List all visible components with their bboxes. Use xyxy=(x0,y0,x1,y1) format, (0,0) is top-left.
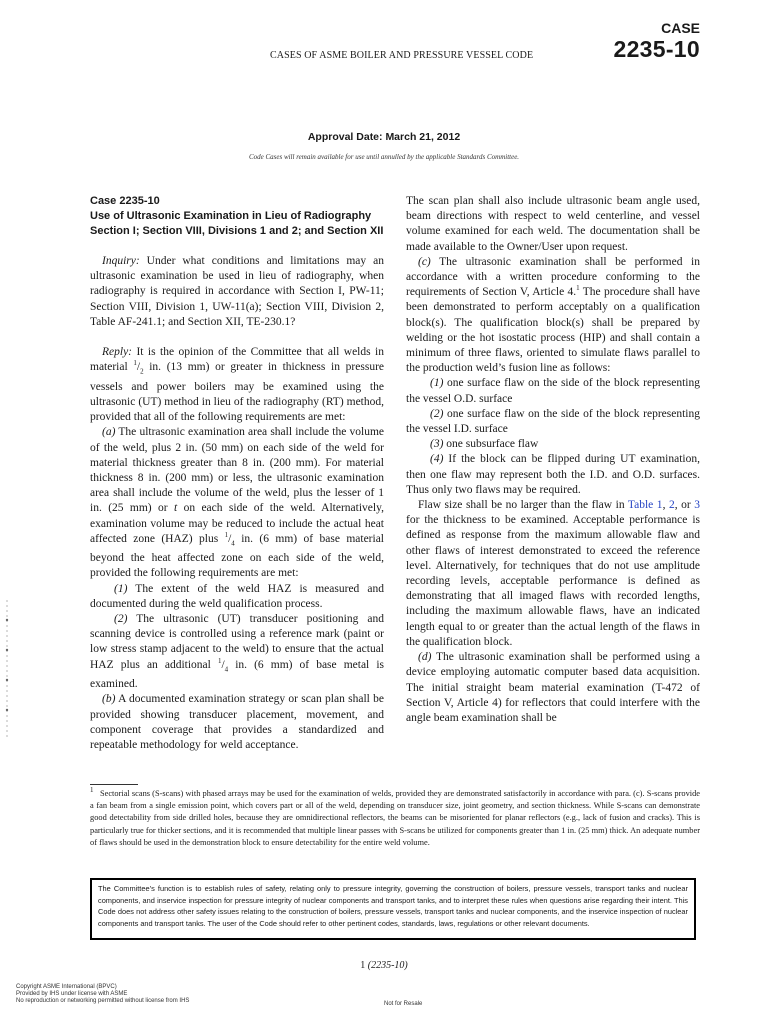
scan-plan-paragraph: The scan plan shall also include ultrasonic beam angle used, beam directions with respect to weld centerline, and vessel volume examined for each weld. The documentation shall be made available to the Owner/User upon request. xyxy=(406,195,700,253)
requirement-c2: (2) one surface flaw on the side of the block representing the vessel I.D. surface xyxy=(406,407,700,436)
flaw-size-paragraph: Flaw size shall be no larger than the flaw in Table 1, 2, or 3 for the thickness to be examined. Acceptable performance is defined as response from the maximum allowable flaw and other flaws of interest demonstrated to exceed the reference level. Alternatively, for techniques that do not use amplitude recording levels, acceptable performance is defined as demonstrating that all imaged flaws with recorded lengths, including the maximum allowable flaws, have an indicated length equal to or greater than the actual length of the flaws in the qualification block. xyxy=(406,499,700,648)
inquiry-paragraph: Inquiry: Under what conditions and limitations may an ultrasonic examination be used in lieu of radiography, when radiography is required in accordance with Section I, PW-11; Section VIII, Division 1, UW-11(a); Section VIII, Division 2, Table AF-241.1; and Section XII, TE-230.1? xyxy=(90,255,384,328)
requirement-c3: (3) one subsurface flaw xyxy=(430,438,539,451)
committee-function-box: The Committee’s function is to establish rules of safety, relating only to pressure integrity, governing the construction of boilers, pressure vessels, transport tanks and nuclear components, and inservice inspection for pressure integrity of nuclear components and transport tanks, and to interpret these rules when questions arise regarding their intent. This Code does not address other safety issues relating to the construction of boilers, pressure vessels, transport tanks and nuclear components, and the inservice inspection of nuclear components and transport tanks. The user of the Code should refer to other pertinent codes, standards, laws, regulations or other relevant documents. xyxy=(90,878,696,940)
case-number: 2235-10 xyxy=(613,36,700,62)
footnote-mark: 1 xyxy=(90,786,94,795)
not-for-resale: Not for Resale xyxy=(384,1001,423,1007)
case-label: CASE xyxy=(661,20,700,36)
footnote: $^1$ Sectorial scans (S-scans) with phased arrays may be used for the examination of welds, provided they are demonstrated satisfactorily in accordance with para. (c). S-scans provide a fan beam from a single emission point, which covers part or all of the weld, depending on transducer size, joint geometry, and section thickness. While S-scans can demonstrate good detectability from side drilled holes, because they are omnidirectional reflectors, the beams can be misoriented for planar reflectors (e.g., lack of fusion and cracks). This is particularly true for thicker sections, and it is recommended that multiple linear passes with S-scans be utilized for components greater than 1 in. (25 mm) thick. An adequate number of flaws should be used in the demonstration block to ensure detectability for the entire weld volume. xyxy=(90,786,701,847)
right-column xyxy=(406,194,700,726)
approval-date: Approval Date: March 21, 2012 xyxy=(307,131,461,143)
table-2-link[interactable]: 2 xyxy=(668,499,675,512)
left-column xyxy=(90,194,384,753)
margin-mark-graphic xyxy=(2,600,12,740)
inquiry-label: Inquiry: xyxy=(102,255,140,267)
requirement-b: (b) A documented examination strategy or scan plan shall be provided showing transducer placement, movement, and component coverage that provides a standardized and repeatable methodology for weld acceptance. xyxy=(90,693,384,751)
page-number: 1 (2235-10) xyxy=(360,960,408,971)
reply-paragraph: Reply: It is the opinion of the Committee that all welds in material $^1/_2$ in. (13 mm) or greater in thickness in pressure vessels and power boilers may be examined using the ultrasonic (UT) method in lieu of the radiography (RT) method, provided that all of the following requirements are met: xyxy=(90,346,384,424)
requirement-c4: (4) If the block can be flipped during UT examination, then one flaw may represent both the I.D. and O.D. surfaces. Thus only two flaws may be required. xyxy=(406,453,700,496)
table-1-link[interactable]: Table 1 xyxy=(627,499,663,512)
requirement-a2: (2) The ultrasonic (UT) transducer positioning and scanning device is controlled using a reference mark (paint or low stress stamp adjacent to the weld) to ensure that the actual HAZ plus an additional $^1/_4$ in. (6 mm) of base metal is examined. xyxy=(90,613,384,691)
requirement-c: (c) The ultrasonic examination shall be performed in accordance with a written procedure conforming to the requirements of Section V, Article 4.$^1$ The procedure shall have been demonstrated to perform acceptably on a qualification block(s). The qualification block(s) shall be prepared by welding or the hot isostatic process (HIP) and shall contain a minimum of three flaws, oriented to simulate flaws parallel to the production weld’s fusion line as follows: xyxy=(406,255,701,375)
case-subject-line-1: Use of Ultrasonic Examination in Lieu of Radiography xyxy=(90,210,372,222)
requirement-c1: (1) one surface flaw on the side of the block representing the vessel O.D. surface xyxy=(406,377,700,405)
case-subject-line-2: Section I; Section VIII, Divisions 1 and 2; and Section XII xyxy=(90,225,384,237)
table-3-link[interactable]: 3 xyxy=(694,499,700,512)
running-header-title: CASES OF ASME BOILER AND PRESSURE VESSEL CODE xyxy=(270,50,534,61)
copyright-block: Copyright ASME International (BPVC) Provided by IHS under license with ASME No reproduction or networking permitted without license from IHS xyxy=(16,984,190,1005)
requirement-a: (a) The ultrasonic examination area shall include the volume of the weld, plus 2 in. (50 mm) on each side of the weld for material thickness greater than 8 in. (200 mm). For material thickness 8 in. (200 mm) or less, the ultrasonic examination area shall include the volume of the weld, plus the lesser of 1 in. (25 mm) or t on each side of the weld. Alternatively, examination volume may be reduced to include the actual heat affected zone (HAZ) plus $^1/_4$ in. (6 mm) of base material beyond the heat affected zone on each side of the weld, provided the following requirements are met: xyxy=(90,426,384,580)
footnote-ref[interactable]: 1 xyxy=(576,284,580,293)
requirement-a1: (1) The extent of the weld HAZ is measured and documented during the weld qualification process. xyxy=(90,582,384,610)
requirement-d: (d) The ultrasonic examination shall be performed using a device employing automatic computer based data acquisition. The initial straight beam material examination (T-472 of Section V, Article 4) for reflectors that could interfere with the angle beam examination shall be xyxy=(406,651,700,724)
availability-note: Code Cases will remain available for use until annulled by the applicable Standards Committee. xyxy=(248,153,520,161)
reply-label: Reply: xyxy=(102,346,133,359)
case-title: Case 2235-10 xyxy=(90,195,160,207)
footnote-rule xyxy=(90,784,138,785)
